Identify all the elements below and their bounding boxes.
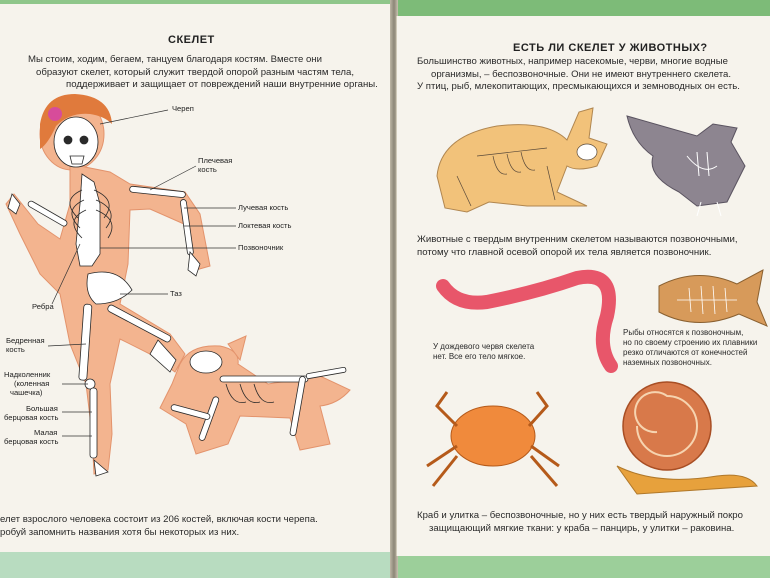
right-intro-line: Большинство животных, например насекомые, черви, многие водные — [417, 56, 728, 67]
crab-illustration — [427, 392, 559, 486]
vertebrates-caption — [417, 234, 767, 259]
rabbit-illustration — [437, 108, 607, 212]
vertebrates-line: Животные с твердым внутренним скелетом называются позвоночными, — [417, 234, 738, 245]
worm-caption — [433, 342, 583, 362]
bird-illustration — [627, 116, 745, 216]
fish-illustration — [659, 270, 767, 326]
label-kneecap — [4, 370, 50, 397]
vertebrates-line: потому что главной осевой опорой их тела является позвоночник. — [417, 246, 712, 258]
label-spine: Позвоночник — [238, 243, 284, 252]
fish-caption-line: но по своему строению их плавники — [623, 338, 758, 347]
fish-caption-line: Рыбы относятся к позвоночным, — [623, 328, 744, 337]
skeleton-illustration — [0, 4, 392, 552]
left-footer — [0, 514, 392, 539]
label-tibia-line: Большая — [26, 404, 58, 413]
right-footer — [417, 510, 770, 535]
right-intro-line: У птиц, рыб, млекопитающих, пресмыкающихся и земноводных он есть. — [417, 81, 740, 92]
label-ribs: Ребра — [32, 302, 54, 311]
left-page-title: СКЕЛЕТ — [168, 34, 215, 46]
right-page — [396, 16, 770, 556]
label-femur-line: кость — [6, 345, 25, 354]
label-kneecap-line: чашечка) — [10, 388, 43, 397]
label-kneecap-line: (коленная — [14, 379, 50, 388]
label-fibula-line: Малая — [34, 428, 58, 437]
label-humerus-line: кость — [198, 165, 217, 174]
fish-caption — [623, 328, 770, 368]
left-intro-line: образуют скелет, который служит твердой опорой разным частям тела, — [36, 66, 355, 78]
right-footer-line: защищающий мягкие ткани: у краба – панцирь, у улитки – раковина. — [429, 522, 735, 534]
label-fibula-line: берцовая кость — [4, 437, 59, 446]
fish-caption-line: наземных позвоночных. — [623, 358, 712, 367]
label-tibia-line: берцовая кость — [4, 413, 59, 422]
label-humerus-line: Плечевая — [198, 156, 233, 165]
label-radius: Лучевая кость — [238, 203, 289, 212]
left-intro-line: Мы стоим, ходим, бегаем, танцуем благодаря костям. Вместе они — [28, 54, 322, 65]
cover-edge-bottom-right — [396, 554, 770, 578]
label-kneecap-line: Надколенник — [4, 370, 51, 379]
left-footer-line: робуй запомнить названия хотя бы некоторых из них. — [0, 526, 240, 538]
snail-illustration — [617, 382, 757, 494]
label-fibula — [4, 428, 58, 446]
label-pelvis: Таз — [170, 289, 182, 298]
cover-edge-bottom-left — [0, 550, 392, 578]
right-page-title: ЕСТЬ ЛИ СКЕЛЕТ У ЖИВОТНЫХ? — [513, 42, 708, 54]
right-intro-line: организмы, – беспозвоночные. Они не имеют внутреннего скелета. — [431, 68, 732, 80]
worm-caption-line: У дождевого червя скелета — [433, 342, 535, 351]
label-femur — [6, 336, 45, 354]
label-tibia — [4, 404, 58, 422]
label-skull: Череп — [172, 104, 194, 113]
dog-illustration — [160, 336, 350, 454]
label-humerus — [198, 156, 232, 174]
left-page — [0, 4, 393, 552]
left-intro-line: поддерживает и защищает от повреждений наши внутренние органы. — [66, 79, 378, 90]
label-ulna: Локтевая кость — [238, 221, 292, 230]
right-footer-line: Краб и улитка – беспозвоночные, но у них есть твердый наружный покро — [417, 510, 743, 521]
fish-caption-line: резко отличаются от конечностей — [623, 348, 748, 357]
label-femur-line: Бедренная — [6, 336, 45, 345]
animals-illustration — [397, 16, 770, 556]
worm-caption-line: нет. Все его тело мягкое. — [433, 352, 526, 361]
left-footer-line: елет взрослого человека состоит из 206 костей, включая кости черепа. — [0, 514, 318, 525]
